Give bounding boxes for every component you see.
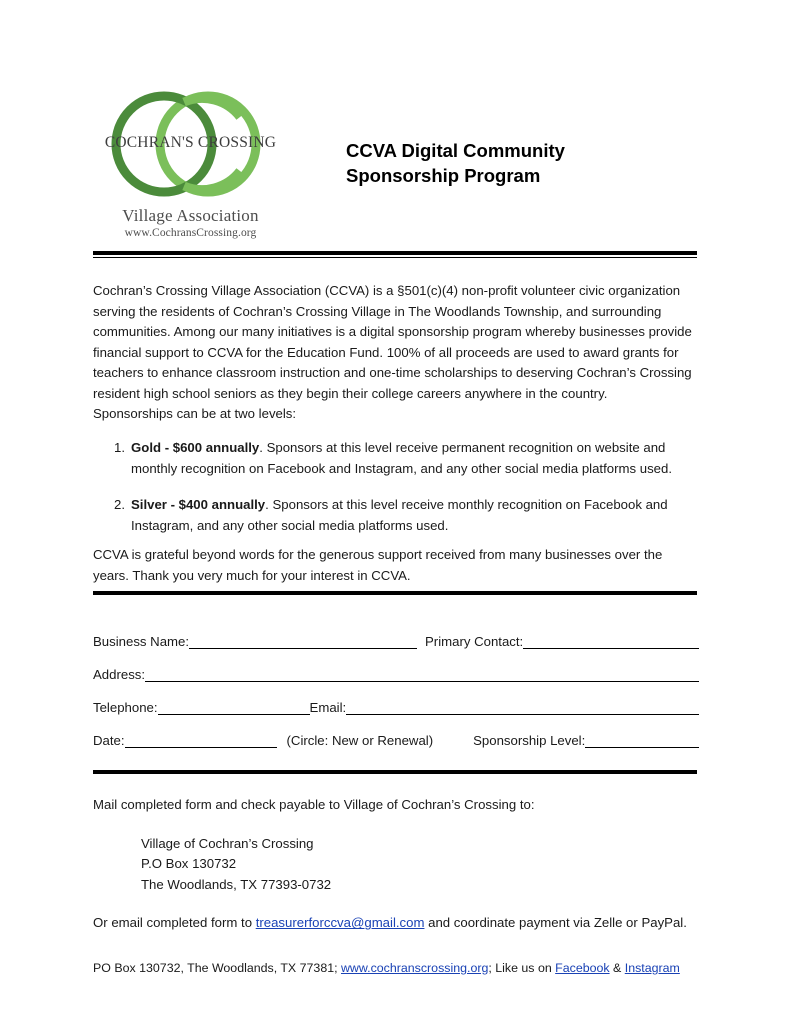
logo-subtitle: Village Association bbox=[122, 206, 259, 225]
business-name-label: Business Name: bbox=[93, 634, 190, 649]
document-header bbox=[93, 82, 697, 239]
levels-lead-in: Sponsorships can be at two levels: bbox=[93, 406, 297, 421]
divider-thin-line bbox=[93, 257, 697, 258]
instagram-link[interactable]: Instagram bbox=[624, 961, 680, 975]
footer-middle-text: ; Like us on bbox=[488, 961, 556, 975]
list-item bbox=[93, 495, 699, 536]
telephone-input[interactable] bbox=[158, 699, 310, 715]
primary-contact-label: Primary Contact: bbox=[425, 634, 524, 649]
list-item bbox=[93, 438, 699, 479]
logo-wordmark: COCHRAN'S CROSSING bbox=[104, 134, 277, 151]
business-name-input[interactable] bbox=[189, 633, 417, 649]
intro-paragraph: Cochran’s Crossing Village Association (CCVA) is a §501(c)(4) non-profit volunteer civic organization serving the residents of Cochran’s Crossing Village in The Woodlands Township, and surrounding communities. Among our many initiatives is a digital sponsorship program whereby businesses provide financial support to CCVA for the Education Fund. 100% of all proceeds are used to award grants for teachers to enhance classroom instruction and one-time scholarships to deserving Cochran’s Crossing resident high school seniors as they begin their college careers anywhere in the country. bbox=[93, 283, 692, 401]
mailing-instructions bbox=[93, 795, 699, 934]
mail-instruction-text: Mail completed form and check payable to Village of Cochran’s Crossing to: bbox=[93, 797, 535, 812]
address-input[interactable] bbox=[145, 666, 699, 682]
divider-top bbox=[93, 251, 697, 258]
date-input[interactable] bbox=[125, 732, 277, 748]
mail-address-line-1: Village of Cochran’s Crossing bbox=[141, 835, 314, 851]
level-text bbox=[131, 495, 699, 536]
ccva-logo bbox=[93, 82, 288, 239]
level-text bbox=[131, 438, 699, 479]
logo-rings-icon bbox=[101, 82, 281, 210]
email-instruction bbox=[93, 913, 699, 934]
footer-address: PO Box 130732, The Woodlands, TX 77381; bbox=[93, 961, 341, 975]
facebook-link[interactable]: Facebook bbox=[555, 961, 610, 975]
website-link[interactable]: www.cochranscrossing.org bbox=[340, 961, 489, 975]
sponsorship-level-input[interactable] bbox=[585, 732, 699, 748]
page-footer bbox=[93, 961, 713, 975]
divider-thick-line bbox=[93, 770, 697, 774]
form-row-telephone-email bbox=[93, 682, 699, 715]
mailing-address bbox=[93, 834, 699, 896]
date-label: Date: bbox=[93, 733, 125, 748]
divider-thick-line bbox=[93, 251, 697, 255]
level-number: 2. bbox=[114, 497, 125, 513]
divider-thick-line bbox=[93, 591, 697, 595]
email-input[interactable] bbox=[346, 699, 699, 715]
level-description: . Sponsors at this level receive permanent recognition on website and monthly recognition on Facebook and Instagram, and any other social media platforms used. bbox=[131, 440, 672, 476]
page-title-line-1: CCVA Digital Community bbox=[346, 140, 565, 161]
footer-ampersand: & bbox=[609, 961, 625, 975]
mail-address-line-2: P.O Box 130732 bbox=[141, 856, 237, 872]
address-label: Address: bbox=[93, 667, 146, 682]
sponsorship-levels-list bbox=[93, 438, 699, 552]
mail-address-line-3: The Woodlands, TX 77393-0732 bbox=[141, 876, 332, 892]
closing-paragraph: CCVA is grateful beyond words for the generous support received from many businesses over the years. Thank you very much for your interest in CCVA. bbox=[93, 547, 663, 583]
level-name: Silver - $400 annually bbox=[131, 497, 266, 513]
circle-new-or-renewal-note[interactable]: (Circle: New or Renewal) bbox=[286, 733, 434, 748]
telephone-label: Telephone: bbox=[93, 700, 158, 715]
level-name: Gold - $600 annually bbox=[131, 440, 260, 455]
level-number: 1. bbox=[114, 440, 125, 455]
title-block bbox=[288, 82, 697, 188]
level-description: . Sponsors at this level receive monthly recognition on Facebook and Instagram, and any other social media platforms used. bbox=[131, 497, 668, 533]
email-instruction-suffix: and coordinate payment via Zelle or PayPal. bbox=[424, 915, 687, 931]
email-instruction-prefix: Or email completed form to bbox=[93, 915, 256, 931]
sponsorship-level-label: Sponsorship Level: bbox=[473, 733, 586, 748]
form-row-date-level bbox=[93, 715, 699, 748]
form-row-address bbox=[93, 649, 699, 682]
sponsorship-form bbox=[93, 616, 699, 748]
treasurer-email-link[interactable]: treasurerforccva@gmail.com bbox=[255, 915, 425, 931]
email-label: Email: bbox=[309, 700, 347, 715]
form-row-business-contact bbox=[93, 616, 699, 649]
page-title-line-2: Sponsorship Program bbox=[346, 165, 541, 186]
divider-bottom bbox=[93, 770, 697, 774]
primary-contact-input[interactable] bbox=[523, 633, 699, 649]
logo-website: www.CochransCrossing.org bbox=[124, 227, 257, 239]
divider-middle bbox=[93, 591, 697, 595]
